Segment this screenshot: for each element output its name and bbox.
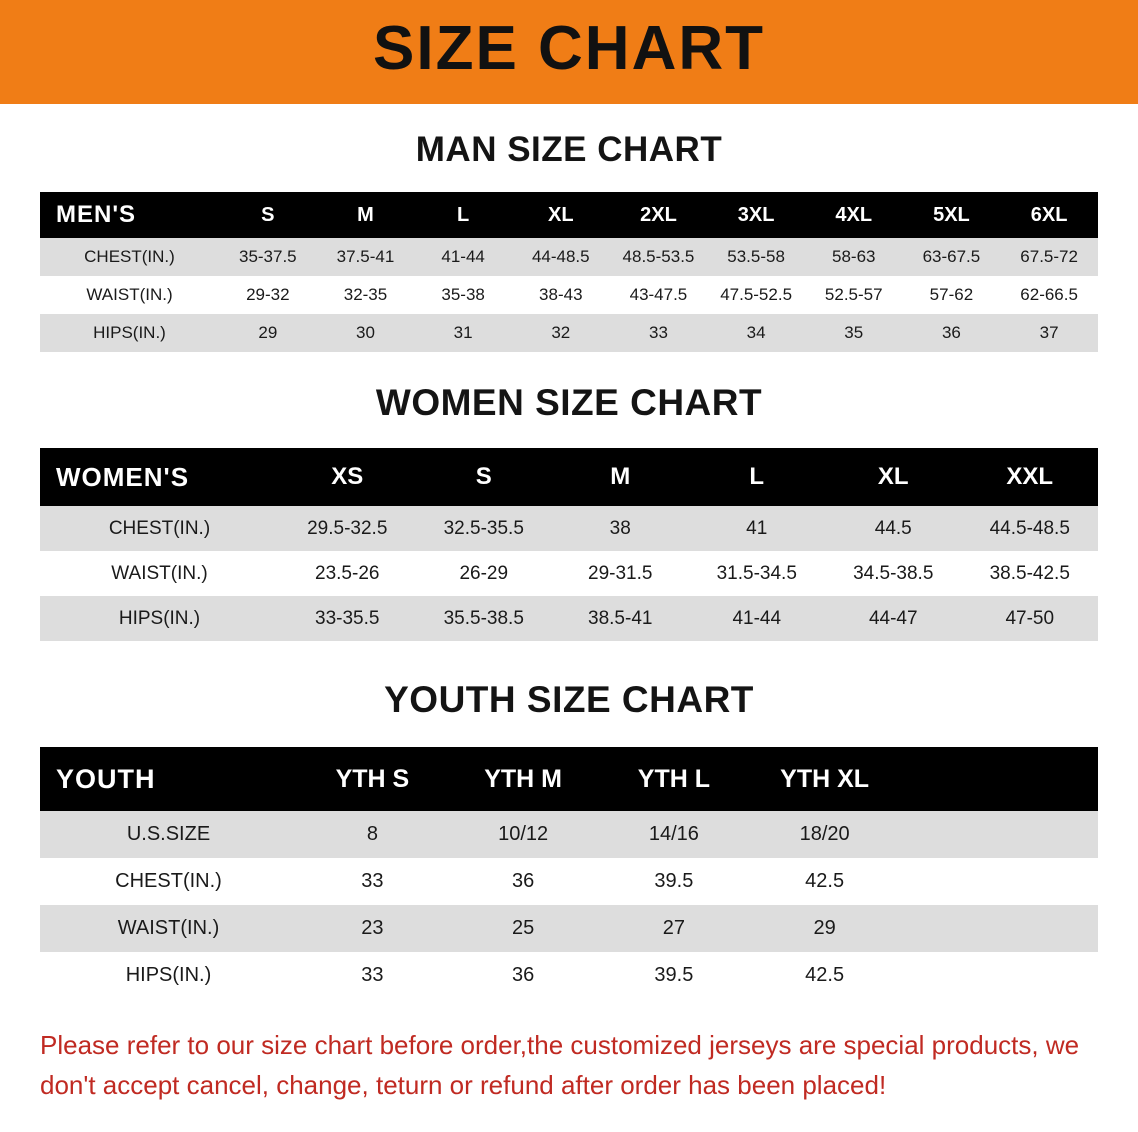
column-header: 4XL xyxy=(805,192,903,238)
table-cell: 35 xyxy=(805,314,903,352)
table-cell: 44.5 xyxy=(825,506,962,551)
table-cell: 36 xyxy=(448,858,599,905)
table-cell: 36 xyxy=(448,952,599,999)
column-header: S xyxy=(416,448,553,506)
table-cell: 39.5 xyxy=(599,952,750,999)
table-cell: 42.5 xyxy=(749,858,900,905)
table-cell: 10/12 xyxy=(448,811,599,858)
table-cell: 35.5-38.5 xyxy=(416,596,553,641)
column-header: M xyxy=(552,448,689,506)
women-section-title: WOMEN SIZE CHART xyxy=(375,382,763,423)
table-cell: 14/16 xyxy=(599,811,750,858)
table-row xyxy=(40,811,1098,858)
row-label: WAIST(IN.) xyxy=(40,905,297,952)
table-cell: 25 xyxy=(448,905,599,952)
column-header: YOUTH xyxy=(40,747,297,811)
table-cell: 37 xyxy=(1000,314,1098,352)
column-header: XXL xyxy=(962,448,1099,506)
column-header: YTH M xyxy=(448,747,599,811)
table-cell: 53.5-58 xyxy=(707,238,805,276)
column-header: XS xyxy=(279,448,416,506)
table-cell-empty xyxy=(900,952,1098,999)
man-size-table xyxy=(40,192,1098,352)
youth-size-table xyxy=(40,747,1098,999)
table-cell: 29-32 xyxy=(219,276,317,314)
table-cell: 41 xyxy=(689,506,826,551)
table-cell: 38.5-41 xyxy=(552,596,689,641)
column-header: XL xyxy=(512,192,610,238)
table-cell: 23 xyxy=(297,905,448,952)
table-cell: 47.5-52.5 xyxy=(707,276,805,314)
table-cell: 8 xyxy=(297,811,448,858)
table-cell: 62-66.5 xyxy=(1000,276,1098,314)
column-header-spacer xyxy=(900,747,1098,811)
column-header: 6XL xyxy=(1000,192,1098,238)
youth-table-wrap xyxy=(40,747,1098,999)
row-label: CHEST(IN.) xyxy=(40,238,219,276)
table-cell: 42.5 xyxy=(749,952,900,999)
table-cell: 29-31.5 xyxy=(552,551,689,596)
column-header: WOMEN'S xyxy=(40,448,279,506)
table-cell: 38-43 xyxy=(512,276,610,314)
table-cell: 33 xyxy=(610,314,708,352)
row-label: HIPS(IN.) xyxy=(40,314,219,352)
row-label: WAIST(IN.) xyxy=(40,276,219,314)
table-cell: 44-48.5 xyxy=(512,238,610,276)
table-cell: 18/20 xyxy=(749,811,900,858)
table-cell: 35-38 xyxy=(414,276,512,314)
table-cell: 29 xyxy=(219,314,317,352)
table-row xyxy=(40,596,1098,641)
women-table-wrap xyxy=(40,448,1098,641)
column-header: MEN'S xyxy=(40,192,219,238)
table-cell: 63-67.5 xyxy=(903,238,1001,276)
table-cell: 32-35 xyxy=(317,276,415,314)
column-header: L xyxy=(414,192,512,238)
row-label: WAIST(IN.) xyxy=(40,551,279,596)
table-cell-empty xyxy=(900,905,1098,952)
table-cell-empty xyxy=(900,858,1098,905)
table-cell: 48.5-53.5 xyxy=(610,238,708,276)
table-header-row xyxy=(40,747,1098,811)
column-header: YTH S xyxy=(297,747,448,811)
table-cell-empty xyxy=(900,811,1098,858)
table-cell: 35-37.5 xyxy=(219,238,317,276)
table-row xyxy=(40,238,1098,276)
youth-section-title: YOUTH SIZE CHART xyxy=(384,679,754,720)
table-cell: 67.5-72 xyxy=(1000,238,1098,276)
table-cell: 27 xyxy=(599,905,750,952)
table-cell: 26-29 xyxy=(416,551,553,596)
table-header-row xyxy=(40,192,1098,238)
table-cell: 38 xyxy=(552,506,689,551)
table-cell: 38.5-42.5 xyxy=(962,551,1099,596)
table-cell: 29 xyxy=(749,905,900,952)
man-section-title: MAN SIZE CHART xyxy=(415,130,723,169)
page-banner xyxy=(0,0,1138,104)
table-cell: 32 xyxy=(512,314,610,352)
table-cell: 47-50 xyxy=(962,596,1099,641)
column-header: M xyxy=(317,192,415,238)
table-cell: 43-47.5 xyxy=(610,276,708,314)
table-row xyxy=(40,952,1098,999)
table-cell: 32.5-35.5 xyxy=(416,506,553,551)
table-cell: 33 xyxy=(297,952,448,999)
column-header: 3XL xyxy=(707,192,805,238)
table-cell: 52.5-57 xyxy=(805,276,903,314)
table-header-row xyxy=(40,448,1098,506)
column-header: S xyxy=(219,192,317,238)
table-row xyxy=(40,314,1098,352)
women-size-table xyxy=(40,448,1098,641)
table-cell: 57-62 xyxy=(903,276,1001,314)
table-row xyxy=(40,905,1098,952)
policy-note: Please refer to our size chart before order,the customized jerseys are special products, we don't accept cancel, change, teturn or refund after order has been placed! xyxy=(40,1030,1080,1101)
column-header: 2XL xyxy=(610,192,708,238)
row-label: HIPS(IN.) xyxy=(40,952,297,999)
column-header: YTH XL xyxy=(749,747,900,811)
table-cell: 30 xyxy=(317,314,415,352)
man-table-wrap xyxy=(40,192,1098,352)
table-cell: 44-47 xyxy=(825,596,962,641)
row-label: CHEST(IN.) xyxy=(40,858,297,905)
row-label: CHEST(IN.) xyxy=(40,506,279,551)
table-cell: 23.5-26 xyxy=(279,551,416,596)
table-cell: 33-35.5 xyxy=(279,596,416,641)
page-title: SIZE CHART xyxy=(373,14,765,83)
table-cell: 37.5-41 xyxy=(317,238,415,276)
table-cell: 33 xyxy=(297,858,448,905)
table-cell: 58-63 xyxy=(805,238,903,276)
table-cell: 41-44 xyxy=(414,238,512,276)
table-cell: 44.5-48.5 xyxy=(962,506,1099,551)
column-header: YTH L xyxy=(599,747,750,811)
row-label: U.S.SIZE xyxy=(40,811,297,858)
table-cell: 34 xyxy=(707,314,805,352)
table-row xyxy=(40,551,1098,596)
table-cell: 36 xyxy=(903,314,1001,352)
column-header: 5XL xyxy=(903,192,1001,238)
table-cell: 34.5-38.5 xyxy=(825,551,962,596)
table-row xyxy=(40,506,1098,551)
table-row xyxy=(40,276,1098,314)
column-header: XL xyxy=(825,448,962,506)
table-cell: 31 xyxy=(414,314,512,352)
table-cell: 31.5-34.5 xyxy=(689,551,826,596)
row-label: HIPS(IN.) xyxy=(40,596,279,641)
table-cell: 29.5-32.5 xyxy=(279,506,416,551)
column-header: L xyxy=(689,448,826,506)
table-cell: 41-44 xyxy=(689,596,826,641)
table-row xyxy=(40,858,1098,905)
table-cell: 39.5 xyxy=(599,858,750,905)
